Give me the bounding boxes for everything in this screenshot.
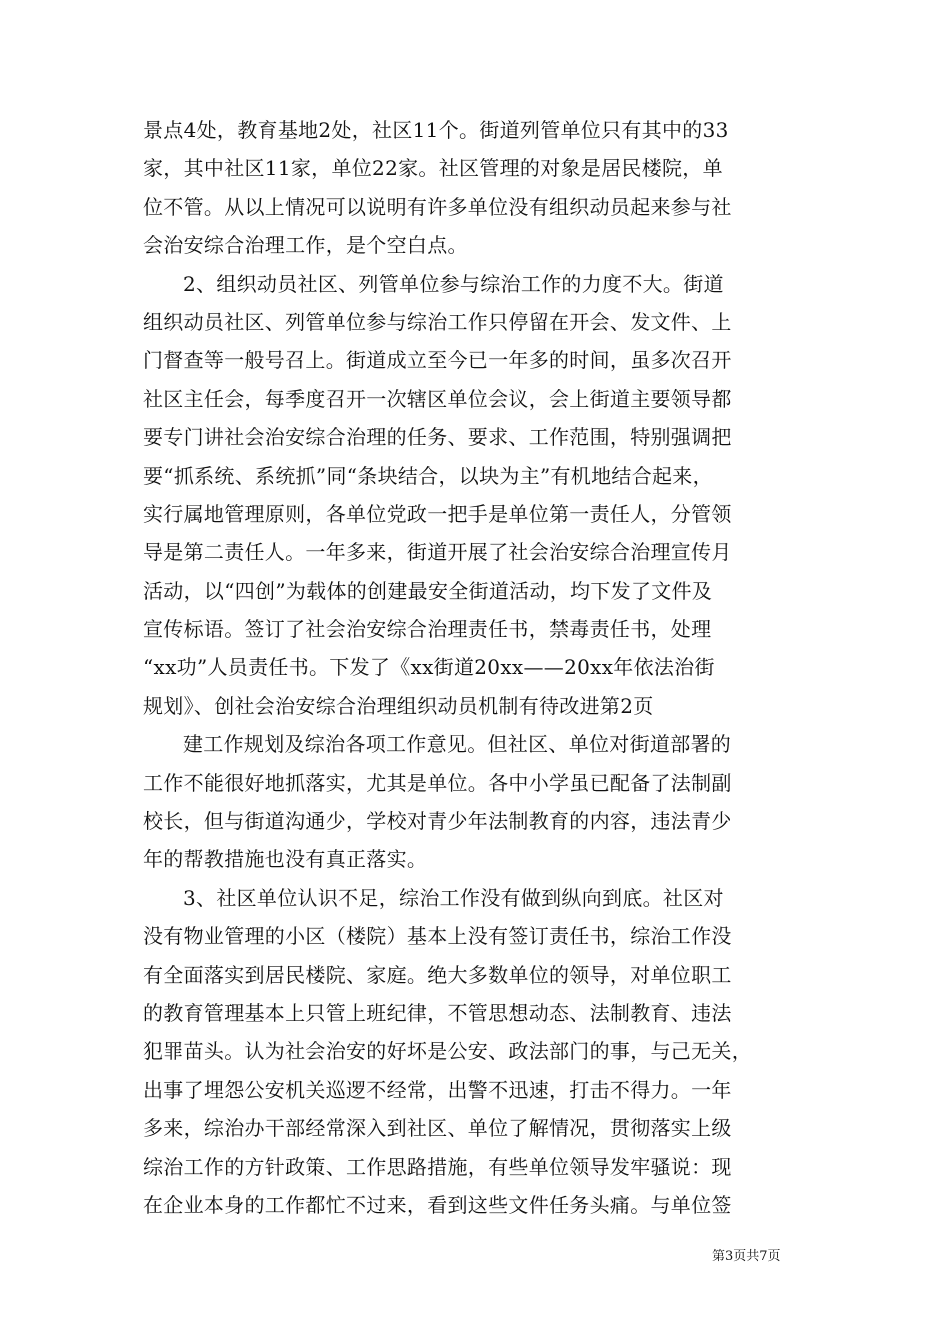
page-number: 第3页共7页 — [712, 1249, 781, 1264]
text-line: 组织动员社区、列管单位参与综治工作只停留在开会、发文件、上 — [143, 309, 732, 334]
text-line: 综治工作的方针政策、工作思路措施，有些单位领导发牢骚说：现 — [143, 1154, 732, 1179]
document-body — [143, 111, 810, 1224]
text-line: 要“抓系统、系统抓”同“条块结合，以块为主”有机地结合起来， — [143, 463, 713, 488]
text-line: 出事了埋怨公安机关巡逻不经常，出警不迅速，打击不得力。一年 — [143, 1077, 732, 1102]
text-line: 宣传标语。签订了社会治安综合治理责任书，禁毒责任书，处理 — [143, 617, 712, 642]
text-line: 有全面落实到居民楼院、家庭。绝大多数单位的领导，对单位职工 — [143, 962, 732, 987]
text-line: 要专门讲社会治安综合治理的任务、要求、工作范围，特别强调把 — [143, 425, 732, 450]
text-line: 会治安综合治理工作，是个空白点。 — [143, 233, 468, 258]
text-line: 社区主任会，每季度召开一次辖区单位会议，会上街道主要领导都 — [143, 386, 732, 411]
text-line: 导是第二责任人。一年多来，街道开展了社会治安综合治理宣传月 — [143, 540, 732, 565]
text-line: 实行属地管理原则，各单位党政一把手是单位第一责任人，分管领 — [143, 501, 732, 526]
text-line: 多来，综治办干部经常深入到社区、单位了解情况，贯彻落实上级 — [143, 1116, 732, 1141]
text-line: 的教育管理基本上只管上班纪律，不管思想动态、法制教育、违法 — [143, 1000, 732, 1025]
text-line: 门督查等一般号召上。街道成立至今已一年多的时间，虽多次召开 — [143, 348, 732, 373]
text-line: “xx功”人员责任书。下发了《xx街道20xx——20xx年依法治街 — [143, 655, 715, 680]
text-line: 2、组织动员社区、列管单位参与综治工作的力度不大。街道 — [183, 271, 724, 296]
text-line: 规划》、创社会治安综合治理组织动员机制有待改进第2页 — [143, 693, 654, 718]
text-line: 在企业本身的工作都忙不过来，看到这些文件任务头痛。与单位签 — [143, 1192, 732, 1217]
text-line: 工作不能很好地抓落实，尤其是单位。各中小学虽已配备了法制副 — [143, 770, 732, 795]
text-line: 年的帮教措施也没有真正落实。 — [143, 847, 428, 872]
text-line: 犯罪苗头。认为社会治安的好坏是公安、政法部门的事，与己无关， — [143, 1039, 752, 1064]
text-line: 家，其中社区11家，单位22家。社区管理的对象是居民楼院，单 — [143, 156, 723, 181]
text-line: 位不管。从以上情况可以说明有许多单位没有组织动员起来参与社 — [143, 194, 732, 219]
text-line: 校长，但与街道沟通少，学校对青少年法制教育的内容，违法青少 — [143, 809, 732, 834]
text-line: 没有物业管理的小区（楼院）基本上没有签订责任书，综治工作没 — [143, 924, 732, 949]
text-line: 活动，以“四创”为载体的创建最安全街道活动，均下发了文件及 — [143, 578, 713, 603]
text-line: 3、社区单位认识不足，综治工作没有做到纵向到底。社区对 — [183, 885, 724, 910]
text-line: 景点4处，教育基地2处，社区11个。街道列管单位只有其中的33 — [143, 118, 729, 142]
text-line: 建工作规划及综治各项工作意见。但社区、单位对街道部署的 — [183, 732, 732, 757]
